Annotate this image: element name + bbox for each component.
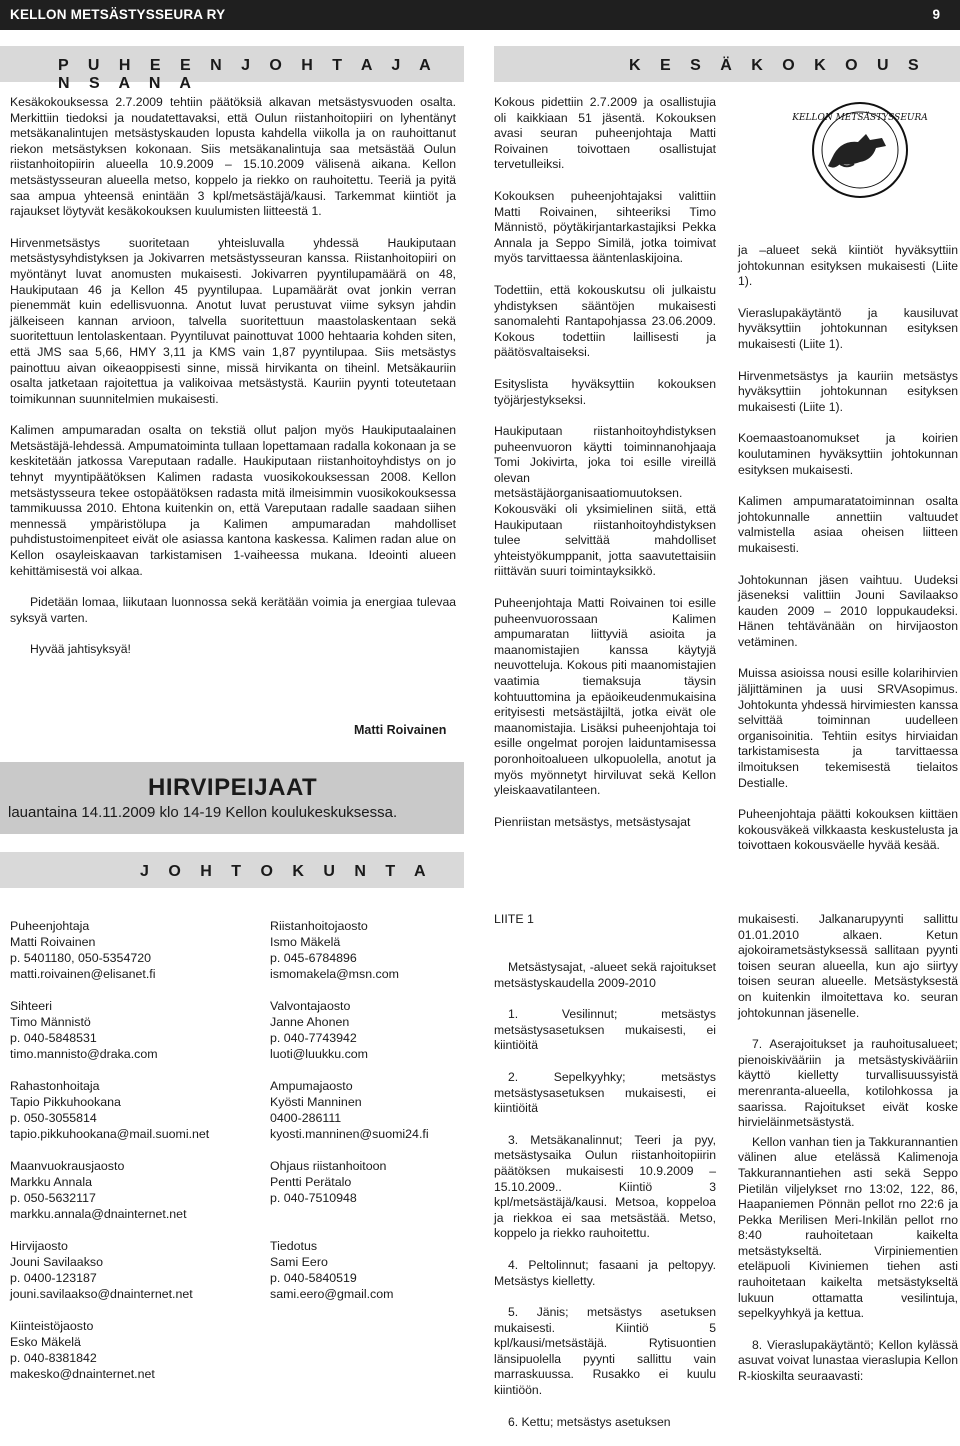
appendix-column-2 [738,912,958,1401]
member-phone: p. 045-6784896 [270,951,357,965]
member-phone: p. 050-3055814 [10,1111,97,1125]
member-phone: p. 0400-123187 [10,1271,97,1285]
meeting-section-header [494,46,960,82]
member-email[interactable]: tapio.pikkuhookana@mail.suomi.net [10,1127,210,1141]
member-role: Rahastonhoitaja [10,1079,100,1093]
appendix-column-1 [494,960,716,1446]
board-member [10,918,250,982]
member-role: Puheenjohtaja [10,919,90,933]
letter-paragraph: Hirvenmetsästys suoritetaan yhteisluvalla yhdessä Haukiputaan metsästysyhdistyksen ja Jokivarren metsästysseuran kanssa. Riistanhoitopiiri on myöntänyt luvat anomusten mukaisesti. Jokivarren pyyntilupamäärä on 48, Haukiputaan 46 ja Kellon 45 pyyntilupaa. Lupamäärät ovat jonkin verran pienemmät kuin edellisvuonna. Anotut luvat perustuvat viime syksyn jahdin jälkeiseen kannan arvioon, talvella suoritettuun maastolaskentaan sekä suoritettuun lentolaskentaan. Pyyntiluvat painottuvat 1000 hehtaaria kohden siten, että JMS saa 5,66, HMY 3,11 ja KMS vain 1,87 pyyntilupaa. Siis metsästys painottuu aivan oikeaoppisesti sinne, missä hirvikanta on tiheinl. Metsäkauriin osalta jatketaan rajoitettua ja valikoivaa metsästystä. Kauriin pyynti toteutetaan toimikunnan suunnitelmien mukaisesti. [10,235,456,406]
event-details: lauantaina 14.11.2009 klo 14-19 Kellon koulukeskuksessa. [8,804,398,821]
meeting-section-title: K E S Ä K O K O U S [629,57,927,74]
member-email[interactable]: ismomakela@msn.com [270,967,399,981]
member-name: Pentti Perätalo [270,1175,352,1189]
member-name: Jouni Savilaakso [10,1255,103,1269]
chairman-letter [10,95,456,674]
member-role: Kiinteistöjaosto [10,1319,94,1333]
meeting-column-2 [738,243,958,870]
letter-paragraph: Kalimen ampumaradan osalta on tekstiä ollut paljon myös Haukiputaalainen Metsästäjä-lehdessä. Ampumatoiminta tullaan lopettamaan radalla kokonaan ja se keskitetään jatkossa Vareputaan radalle. Haukiputaan riistanhoitoyhdistys on jo tehnyt myyntipäätöksen Kalimen radasta vuosikokouksessan 2008. Kellon metsästysseura tekee ostopäätöksen radasta mitä ilmeisimmin vuosikokouksessa tammikuussa 2010. Ehtona kuitenkin on, että Vareputaan radalle saadaan siihen mennessä ympäristölupa ja Kalimen ampumaradan mahdolliset puhdistustoimenpiteet eivät ole asiassa kantona kaskessa. Kalimen radan alue on Kellon osayleiskaavan tarkistamisen 1-vaiheessa mukana. Ideointi alueen kehittämisestä voi alkaa. [10,423,456,578]
appendix-item: 1. Vesilinnut; metsästys metsästysasetuksen mukaisesti, ei kiintiöitä [494,1007,716,1053]
meeting-paragraph: ja –alueet sekä kiintiöt hyväksyttiin johtokunnan esityksen mukaisesti (Liite 1). [738,243,958,289]
member-name: Timo Männistö [10,1015,91,1029]
member-role: Hirvijaosto [10,1239,68,1253]
member-name: Matti Roivainen [10,935,96,949]
member-phone: 0400-286111 [270,1111,342,1125]
appendix-item: 6. Kettu; metsästys asetuksen [508,1414,671,1429]
member-phone: p. 5401180, 050-5354720 [10,951,152,965]
appendix-item: Kellon vanhan tien ja Takkurannantien välinen alue etelässä Kalimenoja Takkurannantiehen asti sekä Seppo Pietilän viljelykset rno 13:02, 122, 86, Haapaniemen Pönnän pellot rno 22:6 ja Pekka Merilisen Meri-Inkilän pellot rno 8:40 rauhoitetaan kaikelta metsästykseltä. Virpiniementien eteläpuoli Kiviniemen tiehen asti rauhoitetaan kaikelta metsästykseltä lukuun ottamatta vesilintuja, sepelkyyhkyä ja kettua. [738,1134,958,1321]
meeting-paragraph: Kokous pidettiin 2.7.2009 ja osallistujia oli kaikkiaan 51 jäsentä. Kokouksen avasi seuran puheenjohtaja Matti Roivainen toivottaen osallistujat tervetulleiksi. [494,95,716,172]
letter-greeting: Hyvää jahtisyksyä! [30,642,131,657]
meeting-paragraph: Pienriistan metsästys, metsästysajat [494,814,691,829]
letter-paragraph: Kesäkokouksessa 2.7.2009 tehtiin päätöksiä alkavan metsästysvuoden osalta. Merkittiin tiedoksi ja noudatettavaksi, että Oulun riistanhoitopiiri on lyhentänyt metsäkanalintujen metsästyskauden lopusta kahdella viikolla ja on rauhoittanut riekon metsästyksen kokonaan. Siis metsäkanalintuja saa metsästää Oulun riistanhoitopiirin alueella 10.9.2009 – 15.10.2009 välisenä aikana. Kellon metsästysseuran alueella metso, koppelo ja riekko on rauhoitettu. Teeriä ja pyitä saa ampua yhteensä enintään 3 kpl/metsästäjä/kausi. Tarkemmat kiintiöt ja rajaukset löytyvät kesäkokouksen kuulumisten liitteestä 1. [10,95,456,219]
meeting-paragraph: Vieraslupakäytäntö ja kausiluvat hyväksyttiin johtokunnan esityksen mukaisesti (Liite 1). [738,305,958,351]
member-email[interactable]: luoti@luukku.com [270,1047,368,1061]
meeting-paragraph: Puheenjohtaja päätti kokouksen kiittäen kokousväkeä vilkkaasta keskustelusta ja toivottaen kokousväelle hyvää kesää. [738,807,958,853]
member-email [270,1206,470,1222]
member-phone: p. 050-5632117 [10,1191,96,1205]
club-logo [792,100,928,205]
board-member [270,1158,470,1222]
board-member [10,998,250,1062]
appendix-item: 3. Metsäkanalinnut; Teeri ja pyy, metsästysaika Oulun riistanhoitopiirin päätöksen mukaisesti 10.9.2009 – 15.10.2009.. Kiintiö 3 kpl/metsästäjä/kausi. Metsoa, koppeloa ja riekkoa ei saa metsästää. Metso, koppelo ja riekko rauhoitettu. [494,1132,716,1241]
svg-text:KELLON METSÄSTYSSEURA: KELLON METSÄSTYSSEURA [792,113,928,123]
member-phone: p. 040-7743942 [270,1031,357,1045]
chairman-section-title: P U H E E N J O H T A J A N S A N A [58,57,438,92]
member-phone: p. 040-7510948 [270,1191,357,1205]
member-email[interactable]: markku.annala@dnainternet.net [10,1207,187,1221]
appendix-label: LIITE 1 [494,912,534,926]
appendix-item: 4. Peltolinnut; fasaani ja peltopyy. Metsästys kielletty. [494,1257,716,1288]
chairman-section-header [0,46,464,92]
member-phone: p. 040-8381842 [10,1351,97,1365]
meeting-paragraph: Hirvenmetsästys ja kauriin metsästys hyväksyttiin johtokunnan esityksen mukaisesti (Liite 1). [738,368,958,414]
board-section-title: J O H T O K U N T A [140,863,434,880]
appendix-item: 7. Aserajoitukset ja rauhoitusalueet; pienoiskivääriin ja metsästyskivääriin käyttö kielletty turvallisuussyistä merenranta-alueella, kotilohkossa ja saarissa. Rajoitukset eivät koske hirvieläinmetsästystä. [738,1037,958,1130]
board-member [10,1238,250,1302]
publication-title: KELLON METSÄSTYSSEURA RY [10,7,226,22]
member-name: Janne Ahonen [270,1015,350,1029]
meeting-paragraph: Puheenjohtaja Matti Roivainen toi esille puheenvuorossaan Kalimen ampumaratan liittyviä asioita ja maanomistajien kanssa käytyjä neuvotteluja. Kokous piti maanomistajien vaatimia tiemaksuja täysin kohtuuttomina ja epäoikeudenmukaisina erityisesti metsästäjiltä, jotka eivät ole maanomistajia. Lisäksi puheenjohtaja toi esille ongelmat porojen laiduntamisessa poronhoitoalueen ulkopuolella, anotut ja myös myönnetyt hirviluvat sekä Kellon yleiskaavatilanteen. [494,596,716,798]
member-email[interactable]: makesko@dnainternet.net [10,1367,155,1381]
fox-emblem-icon [792,100,928,200]
member-phone: p. 040-5840519 [270,1271,357,1285]
appendix-intro: Metsästysajat, -alueet sekä rajoitukset metsästyskaudella 2009-2010 [494,960,716,990]
appendix-item: 2. Sepelkyyhky; metsästys metsästysasetuksen mukaisesti, ei kiintiöitä [494,1069,716,1116]
meeting-paragraph: Kokouksen puheenjohtajaksi valittiin Matti Roivainen, sihteeriksi Timo Männistö, pöytäkirjantarkastajiksi Pekka Annala ja Seppo Similä, jotka toimivat myös tarvittaessa ääntenlaskijoina. [494,188,716,266]
member-email[interactable]: timo.mannisto@draka.com [10,1047,158,1061]
member-role: Tiedotus [270,1239,318,1253]
board-member [270,1238,470,1302]
event-title: HIRVIPEIJAAT [148,774,318,801]
member-email[interactable]: matti.roivainen@elisanet.fi [10,967,156,981]
member-name: Esko Mäkelä [10,1335,81,1349]
member-role: Ampumajaosto [270,1079,353,1093]
appendix-item: 5. Jänis; metsästys asetuksen mukaisesti. Kiintiö 5 kpl/kausi/metsästäjä. Rytisuontien länsipuolella pyynti sallittu vain marraskuussa. Rusakko ei kuulu kiintiöön. [494,1305,716,1398]
member-email[interactable]: jouni.savilaakso@dnainternet.net [10,1287,193,1301]
meeting-paragraph: Kalimen ampumaratatoiminnan osalta johtokunnalle annettiin valtuudet valmistella asiaa oheisen liitteen mukaisesti. [738,494,958,555]
member-name: Sami Eero [270,1255,328,1269]
member-role: Valvontajaosto [270,999,351,1013]
board-member [270,918,470,982]
appendix-item: mukaisesti. Jalkanarupyynti sallittu 01.01.2010 alkaen. Ketun ajokoirametsästyksessä sallitaan pyynti toisen seuran alueella, kun ajo siirtyy toisen seuran alueelle. Metsästyksestä on kuitenkin ilmoitettava ko. seuran johtokunnan jäsenelle. [738,912,958,1020]
letter-signature: Matti Roivainen [354,723,447,737]
member-phone: p. 040-5848531 [10,1031,97,1045]
member-role: Maanvuokrausjaosto [10,1159,125,1173]
member-name: Ismo Mäkelä [270,935,341,949]
board-member [10,1318,250,1382]
appendix-item: 8. Vieraslupakäytäntö; Kellon kylässä asuvat voivat lunastaa vieraslupia Kellon R-kioskilta seuraavasti: [738,1337,958,1384]
meeting-paragraph: Johtokunnan jäsen vaihtuu. Uudeksi jäseneksi valittiin Jouni Savilaakso kauden 2009 – 2010 loppukaudeksi. Hänen tehtävänään on hirvijaoston vetäminen. [738,572,958,649]
meeting-paragraph: Koemaastoanomukset ja koirien koulutaminen hyväksyttiin johtokunnan esityksen mukaisesti. [738,431,958,477]
board-member [10,1158,250,1222]
event-announcement [0,762,464,834]
member-email[interactable]: sami.eero@gmail.com [270,1287,394,1301]
board-contacts-right [270,918,470,1318]
meeting-paragraph: Haukiputaan riistanhoitoyhdistyksen puheenvuoron käytti toiminnanohjaaja Tomi Jokivirta, joka toi esille vireillä olevan metsästäjäorganisaatiomuutoksen. Kokousväki oli yksimielinen siitä, että Haukiputaan riistanhoitoyhdistyksen tulee selvittää mahdolliset yhteistyökumppanit, jotta saavutettaisiin riittävän suuri toimintayksikkö. [494,424,716,579]
board-section-header [0,852,464,888]
letter-paragraph: Pidetään lomaa, liikutaan luonnossa sekä kerätään voimia ja energiaa tulevaa syksyä varten. [10,595,456,625]
page-header-bar [0,0,960,30]
member-name: Tapio Pikkuhookana [10,1095,121,1109]
member-name: Kyösti Manninen [270,1095,362,1109]
page-number: 9 [932,7,940,22]
board-member [10,1078,250,1142]
meeting-column-1 [494,95,716,846]
meeting-paragraph: Todettiin, että kokouskutsu oli julkaistu yhdistyksen sääntöjen mukaisesti sanomalehti Rantapohjassa 23.06.2009. Kokous todettiin laillisesti ja päätösvaltaiseksi. [494,282,716,360]
board-contacts-left [10,918,250,1398]
member-role: Riistanhoitojaosto [270,919,368,933]
meeting-paragraph: Esityslista hyväksyttiin kokouksen työjärjestykseksi. [494,376,716,407]
board-member [270,998,470,1062]
member-name: Markku Annala [10,1175,92,1189]
meeting-paragraph: Muissa asioissa nousi esille kolarihirvien jäljittäminen ja uusi SRVAsopimus. Johtokunta yhdessä hirvimiesten kanssa selvittää toiminnan uudelleen organisoinitia. Tehtiin esitys hirviaidan tarkistamisesta ja tarvittaessa ilmoituksen tekemisestä tielaitos Destialle. [738,666,958,790]
member-email[interactable]: kyosti.manninen@suomi24.fi [270,1127,429,1141]
board-member [270,1078,470,1142]
member-role: Ohjaus riistanhoitoon [270,1159,387,1173]
member-role: Sihteeri [10,999,53,1013]
